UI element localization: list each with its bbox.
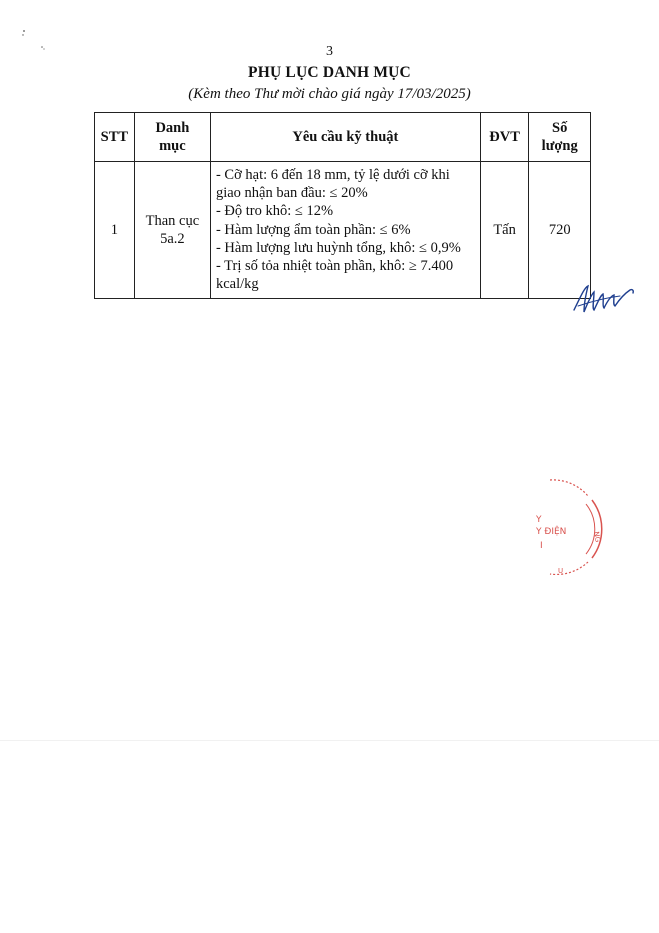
table-header-row	[95, 113, 591, 162]
header-name	[134, 113, 210, 162]
header-stt: STT	[95, 113, 135, 162]
document-subtitle: (Kèm theo Thư mời chào giá ngày 17/03/2025)	[188, 86, 471, 102]
header-qty-line2: lượng	[541, 138, 578, 154]
cell-quantity: 720	[529, 162, 591, 299]
handwritten-signature	[570, 280, 640, 320]
cell-stt: 1	[95, 162, 135, 299]
cell-name-line1: Than cục	[145, 213, 200, 229]
header-name-line1: Danh	[155, 120, 190, 136]
svg-text:Y ĐIỆN: Y ĐIỆN	[536, 527, 567, 537]
cell-name	[134, 162, 210, 299]
catalog-table	[94, 112, 591, 299]
header-unit: ĐVT	[480, 113, 529, 162]
header-quantity	[529, 113, 591, 162]
requirement-line: - Cỡ hạt: 6 đến 18 mm, tỷ lệ dưới cỡ khi	[215, 167, 450, 183]
svg-text:U: U	[558, 567, 564, 575]
table-row	[95, 162, 591, 299]
svg-text:Y: Y	[536, 515, 542, 525]
header-requirements: Yêu cầu kỹ thuật	[210, 113, 480, 162]
requirement-line: kcal/kg	[215, 276, 259, 293]
requirement-line: giao nhận ban đầu: ≤ 20%	[215, 185, 368, 202]
cell-name-line2: 5a.2	[160, 231, 185, 247]
svg-text:I: I	[540, 541, 543, 551]
header-name-line2: mục	[159, 138, 186, 154]
requirement-line: - Hàm lượng lưu huỳnh tổng, khô: ≤ 0,9%	[215, 239, 461, 256]
svg-text:NG: NG	[592, 530, 602, 543]
page-number: 3	[326, 44, 333, 59]
document-title: PHỤ LỤC DANH MỤC	[248, 64, 411, 81]
cell-unit: Tấn	[480, 162, 529, 299]
scan-fold-line	[0, 740, 659, 741]
requirement-line: - Độ tro khô: ≤ 12%	[215, 203, 334, 220]
header-qty-line1: Số	[552, 120, 568, 136]
red-stamp	[536, 470, 606, 580]
requirement-line: - Hàm lượng ẩm toàn phần: ≤ 6%	[215, 221, 411, 238]
cell-requirements	[210, 162, 480, 299]
requirement-line: - Trị số tỏa nhiệt toàn phần, khô: ≥ 7.400	[215, 258, 454, 275]
